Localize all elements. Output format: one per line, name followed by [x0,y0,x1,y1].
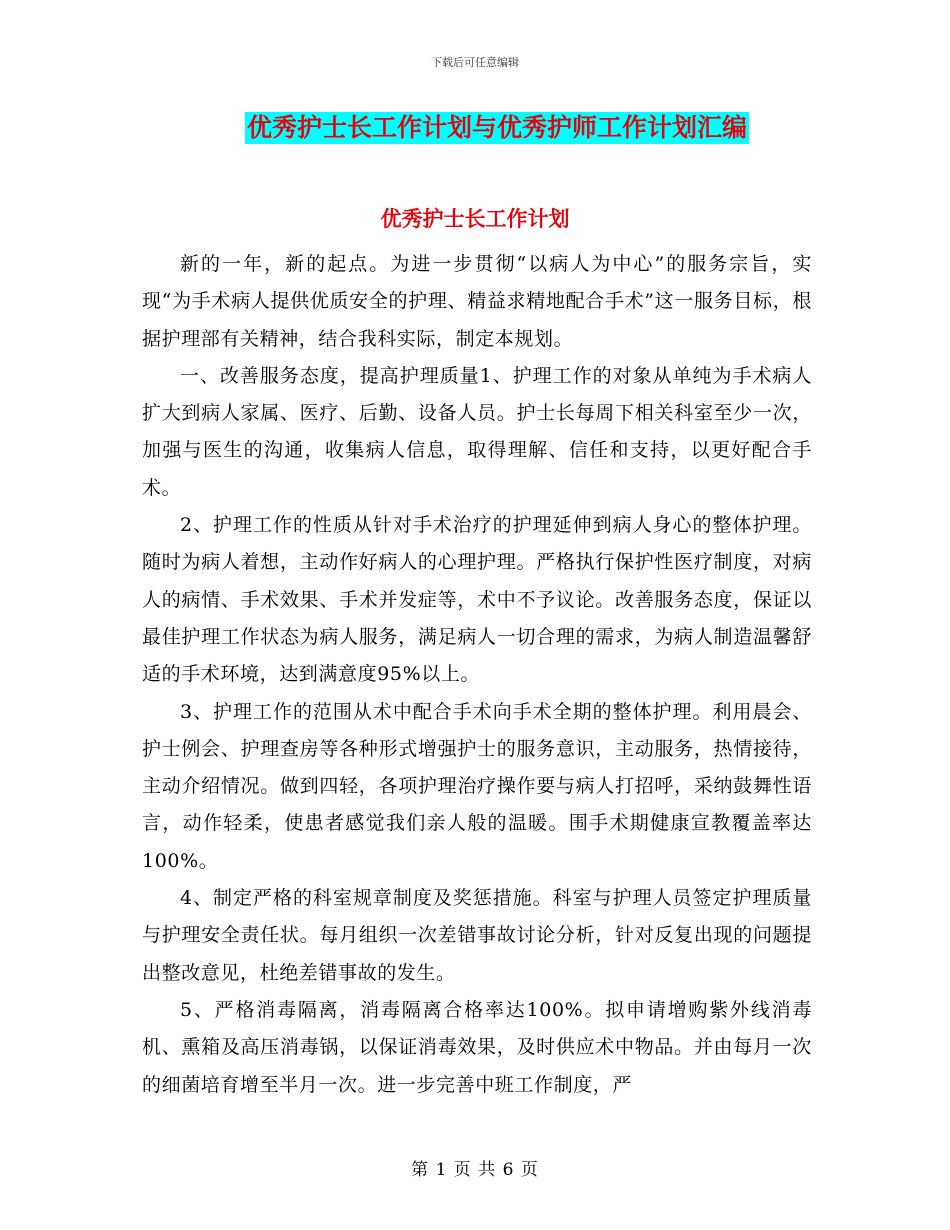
paragraph: 2、护理工作的性质从针对手术治疗的护理延伸到病人身心的整体护理。随时为病人着想，主动作好病人的心理护理。严格执行保护性医疗制度，对病人的病情、手术效果、手术并发症等，术中不予议论。改善服务态度，保证以最佳护理工作状态为病人服务，满足病人一切合理的需求，为病人制造温馨舒适的手术环境，达到满意度95%以上。 [142,514,812,686]
section-title: 优秀护士长工作计划 [380,206,570,231]
document-title-container [0,112,950,144]
paragraph: 5、严格消毒隔离，消毒隔离合格率达100%。拟申请增购紫外线消毒机、熏箱及高压消毒锅，以保证消毒效果，及时供应术中物品。并由每月一次的细菌培育增至半月一次。进一步完善中班工作制度，严 [142,998,812,1096]
paragraph: 3、护理工作的范围从术中配合手术向手术全期的整体护理。利用晨会、护士例会、护理查房等各种形式增强护士的服务意识，主动服务，热情接待，主动介绍情况。做到四轻，各项护理治疗操作要与病人打招呼，采纳鼓舞性语言，动作轻柔，使患者感觉我们亲人般的温暖。围手术期健康宣教覆盖率达100%。 [142,700,812,872]
paragraph: 新的一年，新的起点。为进一步贯彻“以病人为中心”的服务宗旨，实现“为手术病人提供优质安全的护理、精益求精地配合手术”这一服务目标，根据护理部有关精神，结合我科实际，制定本规划。 [142,253,812,350]
paragraph: 4、制定严格的科室规章制度及奖惩措施。科室与护理人员签定护理质量与护理安全责任状。每月组织一次差错事故讨论分析，针对反复出现的问题提出整改意见，杜绝差错事故的发生。 [142,887,812,984]
document-title: 优秀护士长工作计划与优秀护师工作计划汇编 [246,113,747,142]
paragraph: 一、改善服务态度，提高护理质量1、护理工作的对象从单纯为手术病人扩大到病人家属、医疗、后勤、设备人员。护士长每周下相关科室至少一次，加强与医生的沟通，收集病人信息，取得理解、信任和支持，以更好配合手术。 [142,364,812,499]
page-number-footer: 第 1 页 共 6 页 [411,1160,539,1180]
document-body [142,246,812,1104]
header-note: 下载后可任意编辑 [431,56,519,69]
